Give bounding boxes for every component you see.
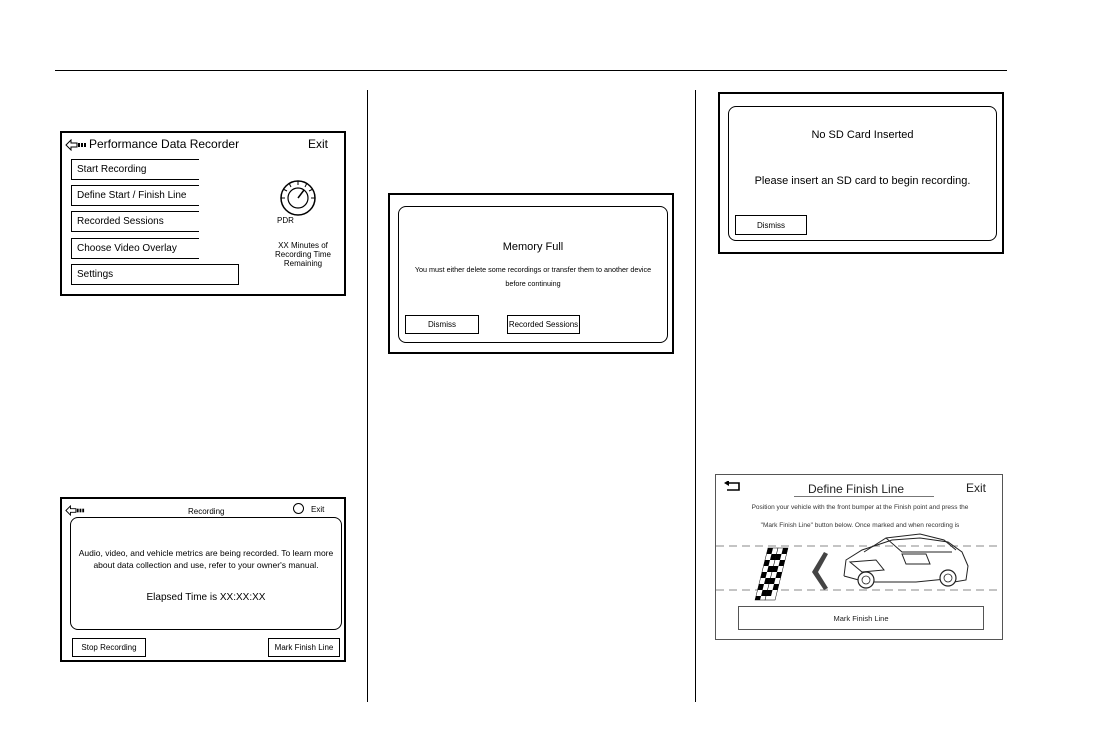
dialog-message: You must either delete some recordings or transfer them to another device before continuing — [414, 265, 652, 288]
column-divider-right — [695, 90, 696, 702]
record-indicator-icon — [293, 503, 304, 514]
back-icon[interactable] — [65, 503, 85, 514]
page-top-rule — [55, 70, 1007, 71]
finish-line-scene-illustration — [716, 530, 1002, 605]
recording-time-remaining: XX Minutes of Recording Time Remaining — [274, 241, 332, 268]
pdr-menu-screen — [60, 131, 346, 296]
back-icon[interactable] — [65, 138, 87, 150]
recording-message-panel — [70, 517, 342, 630]
define-finish-line-screen — [715, 474, 1003, 640]
menu-item-label: Recorded Sessions — [77, 216, 164, 227]
menu-item-label: Choose Video Overlay — [77, 243, 177, 254]
page-title: Performance Data Recorder — [89, 137, 240, 151]
mark-finish-line-button[interactable]: Mark Finish Line — [268, 638, 340, 657]
stop-recording-button[interactable]: Stop Recording — [72, 638, 146, 657]
exit-button[interactable]: Exit — [966, 481, 987, 495]
instruction-text-2: "Mark Finish Line" button below. Once marked and when recording is — [760, 522, 960, 529]
dialog-title: Memory Full — [502, 241, 564, 253]
page-title: Define Finish Line — [808, 482, 905, 496]
title-underline — [794, 496, 934, 497]
back-icon[interactable] — [724, 480, 742, 492]
menu-item-start-recording[interactable] — [71, 159, 199, 180]
dialog-message: Please insert an SD card to begin recording. — [754, 175, 971, 187]
pdr-dial-label: PDR — [277, 216, 294, 225]
menu-item-label: Define Start / Finish Line — [77, 190, 187, 201]
menu-item-settings[interactable] — [71, 264, 239, 285]
dismiss-button[interactable]: Dismiss — [405, 315, 479, 334]
no-sd-card-screen — [718, 92, 1004, 254]
page-title: Recording — [188, 507, 225, 516]
menu-item-recorded-sessions[interactable] — [71, 211, 199, 232]
instruction-text: Position your vehicle with the front bumper at the Finish point and press the — [751, 504, 969, 511]
menu-item-label: Settings — [77, 269, 114, 280]
menu-item-choose-video-overlay[interactable] — [71, 238, 199, 259]
column-divider-left — [367, 90, 368, 702]
elapsed-time: Elapsed Time is XX:XX:XX — [146, 592, 266, 603]
memory-full-dialog — [398, 206, 668, 343]
dismiss-button[interactable]: Dismiss — [735, 215, 807, 235]
recording-message: Audio, video, and vehicle metrics are being recorded. To learn more about data collection and use, refer to your owner's manual. — [78, 548, 334, 570]
menu-item-define-start-finish[interactable] — [71, 185, 199, 206]
recorded-sessions-button[interactable]: Recorded Sessions — [507, 315, 580, 334]
recording-screen — [60, 497, 346, 662]
no-sd-card-dialog — [728, 106, 997, 241]
dialog-title: No SD Card Inserted — [811, 129, 914, 141]
pdr-dial-icon — [278, 178, 318, 218]
menu-item-label: Start Recording — [77, 164, 147, 175]
exit-button[interactable]: Exit — [311, 505, 325, 514]
memory-full-screen — [388, 193, 674, 354]
mark-finish-line-button[interactable]: Mark Finish Line — [738, 606, 984, 630]
exit-button[interactable]: Exit — [308, 137, 329, 151]
